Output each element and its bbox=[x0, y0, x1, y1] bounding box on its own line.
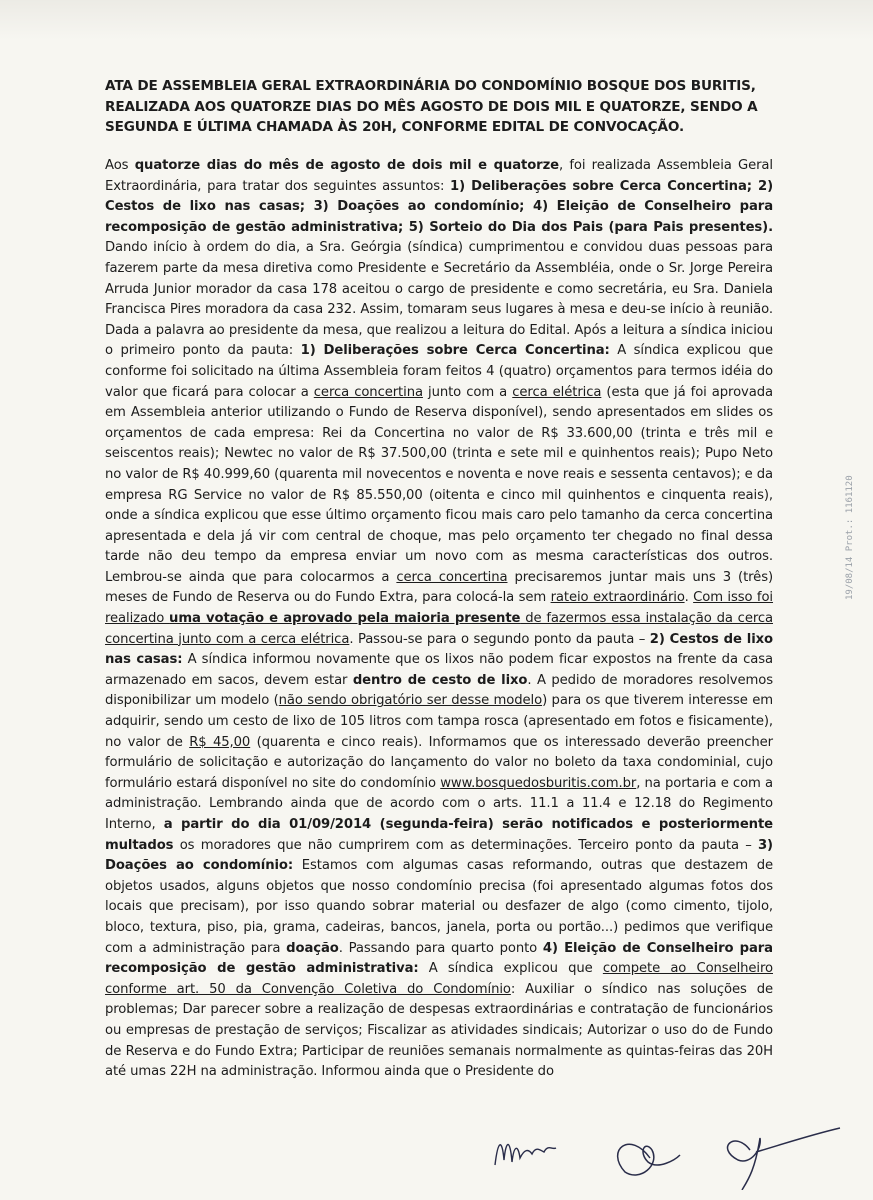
text-run: . A pedido de moradores resolvemos disponibilizar um modelo ( bbox=[105, 672, 773, 709]
bold-item-4: 4) Eleição de Conselheiro para recomposição de gestão administrativa: bbox=[105, 940, 773, 977]
text-run: . Passando para quarto ponto bbox=[338, 940, 543, 956]
underline-price: R$ 45,00 bbox=[189, 734, 251, 750]
bold-item-2: 2) Cestos de lixo nas casas: bbox=[105, 631, 773, 668]
underline-rateio: rateio extraordinário bbox=[550, 590, 685, 606]
text-run: : Auxiliar o síndico nas soluções de problemas; Dar parecer sobre a realização de despesas extraordinárias e contratação de funcionários ou empresas de prestação de serviços; Fiscalizar as atividades sindicais; Autorizar o uso do de Fundo de Reserva e do Fundo Extra; Participar de reuniões semanais normalmente as quintas-feiras das 20H até umas 22H na administração. Informou ainda que o Presidente do bbox=[105, 981, 773, 1080]
bold-agenda: 1) Deliberações sobre Cerca Concertina; 2) Cestos de lixo nas casas; 3) Doações ao condomínio; 4) Eleição de Conselheiro para recomposição de gestão administrativa; 5) Sorteio do Dia dos Pais (para Pais presentes). bbox=[105, 178, 774, 235]
bold-date: quatorze dias do mês de agosto de dois mil e quatorze bbox=[134, 158, 559, 173]
bold-item-3: 3) Doações ao condomínio: bbox=[105, 837, 773, 874]
text-run: A síndica explicou que conforme foi solicitado na última Assembleia foram feitos 4 (quatro) orçamentos para termos idéia do valor que ficará para colocar a bbox=[105, 343, 773, 400]
underline-concertina: cerca concertina bbox=[313, 384, 423, 400]
bold-item-1: 1) Deliberações sobre Cerca Concertina: bbox=[300, 343, 610, 359]
underline-not-mandatory: não sendo obrigatório ser desse modelo bbox=[278, 693, 543, 709]
underline-eletrica: cerca elétrica bbox=[512, 384, 602, 400]
signatures bbox=[480, 1110, 860, 1190]
signature-initials bbox=[495, 1145, 556, 1166]
text-run: Estamos com algumas casas reformando, outras que destazem de objetos usados, alguns objetos que nosso condomínio precisa (foi apresentado algumas fotos dos locais que precisam), por isso quando sobrar material ou desfazer de algo (como cimento, tijolo, bloco, textura, piso, pia, grama, cadeiras, bancos, janela, porta ou portão...) pedimos que verifique com a administração para bbox=[105, 858, 773, 956]
text-run: (quarenta e cinco reais). Informamos que os interessado deverão preencher formulário de solicitação e autorização do lançamento do valor no boleto da taxa condominial, cujo formulário estará disponível no site do condomínio bbox=[105, 734, 773, 791]
underline-vote-intro: Com isso foi realizado bbox=[105, 590, 774, 627]
text-run: ) para os que tiverem interesse em adquirir, sendo um cesto de lixo de 105 litros com tampa rosca (apresentado em fotos e fisicamente), no valor de bbox=[105, 693, 773, 750]
underline-conselheiro: compete ao Conselheiro conforme art. 50 da Convenção Coletiva do Condomínio bbox=[105, 961, 773, 997]
text-run: (esta que já foi aprovada em Assembleia anterior utilizando o Fundo de Reserva disponível), sendo apresentados em slides os orçamentos de cada empresa: Rei da Concertina no valor de R$ 33.600,00 (trinta e três mil e seiscentos reais); Newtec no valor de R$ 37.500,00 (trinta e sete mil e quinhentos reais); Pupo Neto no valor de R$ 40.999,60 (quarenta mil novecentos e noventa e nove reais e sessenta centavos); e da empresa RG Service no valor de R$ 85.550,00 (oitenta e cinco mil quinhentos e cinquenta reais), onde a síndica explicou que esse último orçamento ficou mais caro pelo tamanho da cerca concertina apresentada e dela já vir com central de choque, mas pelo orçamento ter chegado no final dessa tarde não deu tempo da empresa enviar um novo com as mesma características dos outros. Lembrou-se ainda que para colocarmos a bbox=[105, 384, 773, 585]
bold-doacao: doação bbox=[286, 940, 339, 956]
text-run: , foi realizada Assembleia Geral Extraordinária, para tratar dos seguintes assuntos: bbox=[105, 158, 773, 194]
bold-cesto: dentro de cesto de lixo bbox=[352, 672, 528, 688]
signature-second bbox=[618, 1144, 680, 1175]
text-run: A síndica informou novamente que os lixos não podem ficar expostos na frente da casa armazenado em sacos, devem estar bbox=[105, 652, 773, 688]
text-run: , na portaria e com a administração. Lembrando ainda que de acordo com o arts. 11.1 a 11.4 e 12.18 do Regimento Interno, bbox=[105, 775, 773, 832]
text-run: Dando início à ordem do dia, a Sra. Geórgia (síndica) cumprimentou e convidou duas pessoas para fazerem parte da mesa diretiva como Presidente e Secretário da Assembléia, onde o Sr. Jorge Pereira Arruda Junior morador da casa 178 aceitou o cargo de presidente e como secretária, eu Sra. Daniela Francisca Pires moradora da casa 232. Assim, tomaram seus lugares à mesa e deu-se início à reunião. Dada a palavra ao presidente da mesa, que realizou a leitura do Edital. Após a leitura a síndica iniciou o primeiro ponto da pauta: bbox=[105, 240, 773, 359]
text-run: A síndica explicou que bbox=[418, 961, 603, 977]
text-run: junto com a bbox=[422, 384, 513, 400]
bold-deadline: a partir do dia 01/09/2014 (segunda-feira) serão notificados e posteriormente multados bbox=[105, 817, 773, 853]
minutes-body bbox=[105, 156, 773, 1083]
text-run: os moradores que não cumprirem com as determinações. Terceiro ponto da pauta – bbox=[173, 837, 758, 853]
minutes-paragraph bbox=[105, 156, 773, 1083]
text-run: . Passou-se para o segundo ponto da pauta – bbox=[349, 631, 650, 647]
signature-third bbox=[728, 1128, 840, 1190]
website-link[interactable]: www.bosquedosburitis.com.br bbox=[440, 775, 637, 791]
page-edge-shadow bbox=[0, 0, 873, 40]
text-run: precisaremos juntar mais uns 3 (três) meses de Fundo de Reserva ou do Fundo Extra, para colocá-la sem bbox=[105, 569, 774, 606]
underline-vote-outcome: de fazermos essa instalação da cerca concertina junto com a cerca elétrica bbox=[105, 611, 773, 647]
bold-vote: uma votação e aprovado pela maioria presente bbox=[169, 611, 521, 627]
protocol-stamp: 19/08/14 Prot.: 1161120 bbox=[845, 475, 855, 600]
document-title: ATA DE ASSEMBLEIA GERAL EXTRAORDINÁRIA DO CONDOMÍNIO BOSQUE DOS BURITIS, REALIZADA AOS QUATORZE DIAS DO MÊS AGOSTO DE DOIS MIL E QUATORZE, SENDO A SEGUNDA E ÚLTIMA CHAMADA ÀS 20H, CONFORME EDITAL DE CONVOCAÇÃO. bbox=[105, 78, 758, 135]
underline-concertina-2: cerca concertina bbox=[396, 569, 508, 585]
text-run: Aos bbox=[105, 158, 135, 173]
underline-bold-vote bbox=[169, 611, 520, 626]
text-run: . bbox=[684, 590, 694, 606]
